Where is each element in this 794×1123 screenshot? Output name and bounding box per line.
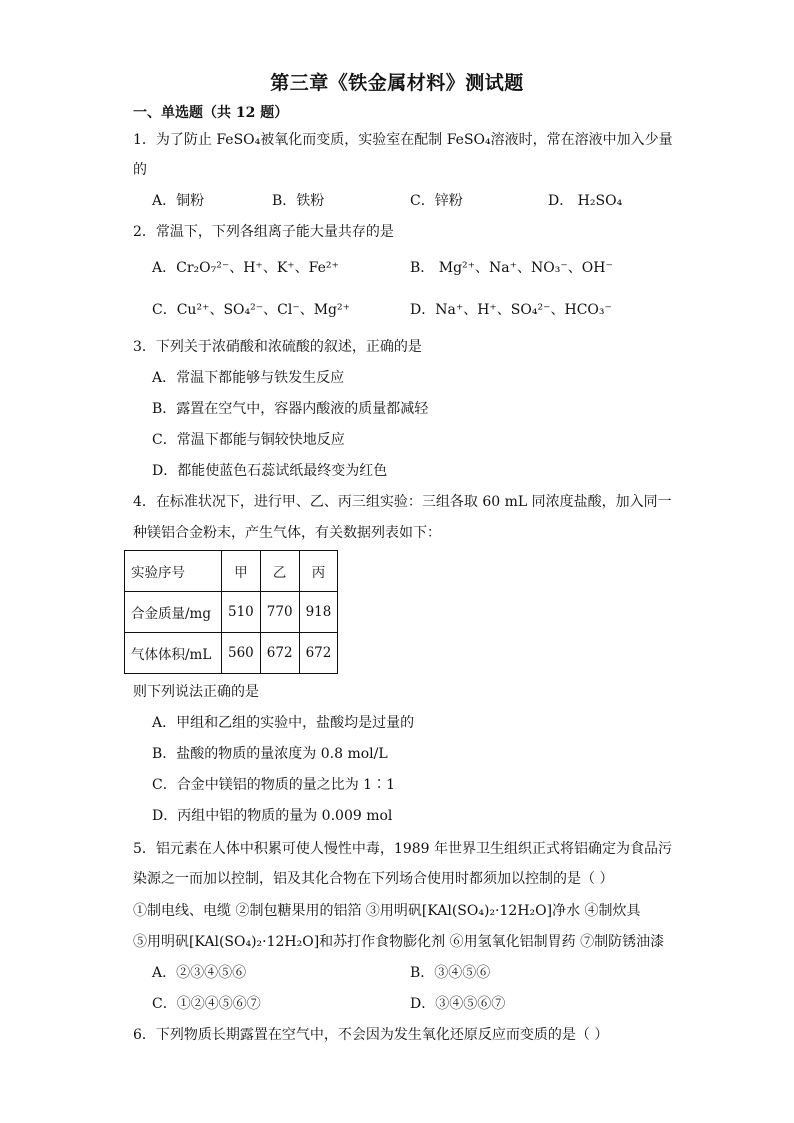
experiment-data-table bbox=[124, 550, 338, 674]
table-cell: 918 bbox=[299, 592, 338, 633]
q5-item-list-1: ①制电线、电缆 ②制包糖果用的铝箔 ③用明矾[KAl(SO₄)₂·12H₂O]净水 ④制炊具 bbox=[133, 903, 641, 919]
q5-option-b[interactable]: B．③④⑤⑥ bbox=[410, 965, 491, 981]
q2-option-a[interactable]: A．Cr₂O₇²⁻、H⁺、K⁺、Fe²⁺ bbox=[152, 260, 339, 276]
q3-stem: 3．下列关于浓硝酸和浓硫酸的叙述，正确的是 bbox=[133, 339, 422, 355]
q2-option-c[interactable]: C．Cu²⁺、SO₄²⁻、Cl⁻、Mg²⁺ bbox=[152, 302, 351, 318]
q3-option-b[interactable]: B．露置在空气中，容器内酸液的质量都减轻 bbox=[152, 401, 429, 417]
table-cell: 乙 bbox=[260, 551, 299, 592]
q3-option-d[interactable]: D．都能使蓝色石蕊试纸最终变为红色 bbox=[152, 463, 388, 479]
table-cell: 甲 bbox=[222, 551, 261, 592]
q1-stem-line1: 1．为了防止 FeSO₄被氧化而变质，实验室在配制 FeSO₄溶液时，常在溶液中加入少量 bbox=[133, 132, 673, 148]
table-cell: 672 bbox=[260, 633, 299, 674]
q4-question: 则下列说法正确的是 bbox=[133, 684, 259, 700]
table-cell: 丙 bbox=[299, 551, 338, 592]
table-row bbox=[125, 633, 338, 674]
table-cell: 合金质量/mg bbox=[125, 592, 222, 633]
table-cell: 560 bbox=[222, 633, 261, 674]
q1-option-c[interactable]: C．锌粉 bbox=[410, 193, 463, 209]
q4-stem-line2: 种镁铝合金粉末，产生气体，有关数据列表如下： bbox=[133, 525, 441, 541]
q3-option-c[interactable]: C．常温下都能与铜较快地反应 bbox=[152, 432, 345, 448]
section-heading: 一、单选题（共 12 题） bbox=[133, 105, 289, 121]
table-row bbox=[125, 592, 338, 633]
q4-stem-line1: 4．在标准状况下，进行甲、乙、丙三组实验：三组各取 60 mL 同浓度盐酸，加入同一 bbox=[133, 494, 672, 510]
table-cell: 气体体积/mL bbox=[125, 633, 222, 674]
q4-option-a[interactable]: A．甲组和乙组的实验中，盐酸均是过量的 bbox=[152, 715, 415, 731]
q3-option-a[interactable]: A．常温下都能够与铁发生反应 bbox=[152, 370, 345, 386]
q1-option-a[interactable]: A．铜粉 bbox=[152, 193, 205, 209]
table-cell: 672 bbox=[299, 633, 338, 674]
table-header-row bbox=[125, 551, 338, 592]
q1-option-b[interactable]: B．铁粉 bbox=[272, 193, 325, 209]
table-cell: 770 bbox=[260, 592, 299, 633]
q5-item-list-2: ⑤用明矾[KAl(SO₄)₂·12H₂O]和苏打作食物膨化剂 ⑥用氢氧化铝制胃药 ⑦制防锈油漆 bbox=[133, 934, 665, 950]
table-cell: 510 bbox=[222, 592, 261, 633]
q4-option-d[interactable]: D．丙组中铝的物质的量为 0.009 mol bbox=[152, 808, 393, 824]
q2-option-d[interactable]: D．Na⁺、H⁺、SO₄²⁻、HCO₃⁻ bbox=[410, 302, 612, 318]
q5-option-a[interactable]: A．②③④⑤⑥ bbox=[152, 965, 247, 981]
q5-option-c[interactable]: C．①②④⑤⑥⑦ bbox=[152, 996, 261, 1012]
q1-option-d[interactable]: D． H₂SO₄ bbox=[548, 193, 623, 209]
q5-option-d[interactable]: D．③④⑤⑥⑦ bbox=[410, 996, 506, 1012]
q5-stem-line1: 5．铝元素在人体中积累可使人慢性中毒，1989 年世界卫生组织正式将铝确定为食品污 bbox=[133, 841, 672, 857]
q5-stem-line2: 染源之一而加以控制，铝及其化合物在下列场合使用时都须加以控制的是（ ） bbox=[133, 871, 614, 887]
q6-stem: 6．下列物质长期露置在空气中，不会因为发生氧化还原反应而变质的是（ ） bbox=[133, 1027, 609, 1043]
page-title: 第三章《铁金属材料》测试题 bbox=[270, 72, 524, 94]
q1-stem-line2: 的 bbox=[133, 162, 147, 178]
q2-stem: 2．常温下，下列各组离子能大量共存的是 bbox=[133, 224, 394, 240]
q4-option-c[interactable]: C．合金中镁铝的物质的量之比为 1∶1 bbox=[152, 777, 395, 793]
q2-option-b[interactable]: B． Mg²⁺、Na⁺、NO₃⁻、OH⁻ bbox=[410, 260, 613, 276]
table-cell: 实验序号 bbox=[125, 551, 222, 592]
q4-option-b[interactable]: B．盐酸的物质的量浓度为 0.8 mol/L bbox=[152, 746, 388, 762]
